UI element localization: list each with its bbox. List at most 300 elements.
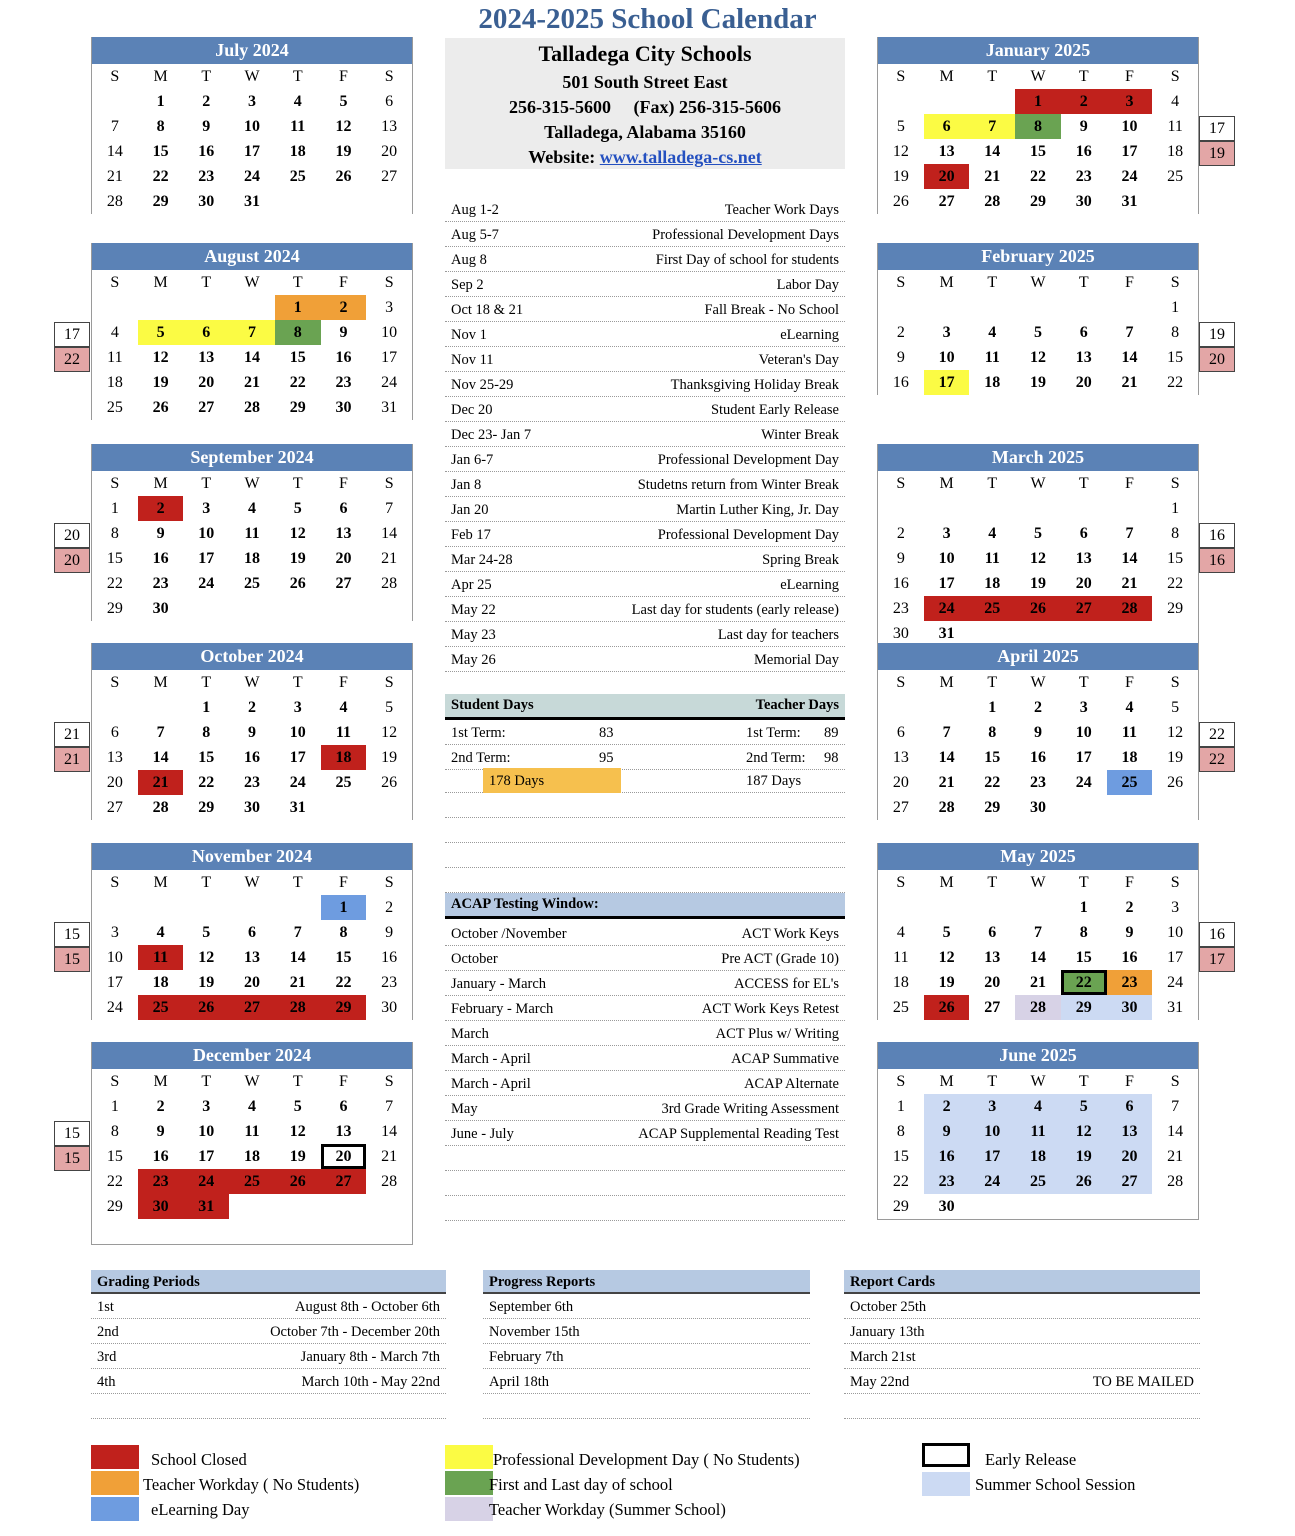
weekday-label: T — [987, 68, 998, 85]
weekday-label: F — [339, 274, 348, 291]
day-cell: 22 — [1061, 970, 1107, 995]
weekday-label: T — [201, 274, 212, 291]
acap-row — [445, 1021, 845, 1046]
page-title: 2024-2025 School Calendar — [478, 3, 817, 35]
day-cell: 30 — [138, 1194, 184, 1219]
day-cell: 3 — [202, 1098, 211, 1115]
day-cell: 12 — [335, 118, 352, 135]
day-cell: 20 — [198, 374, 215, 391]
legend-swatch-closed — [91, 1445, 139, 1469]
month-grid — [92, 1069, 412, 1244]
day-cell: 9 — [896, 349, 905, 366]
day-cell: 12 — [289, 525, 306, 542]
event-date: Nov 25-29 — [451, 377, 514, 393]
weekday-label: S — [1170, 1073, 1180, 1090]
day-cell: 5 — [138, 320, 184, 345]
empty-cell — [1015, 895, 1061, 920]
day-cell: 25 — [1107, 770, 1153, 795]
month-title: October 2024 — [92, 643, 412, 670]
weekday-label: S — [896, 674, 906, 691]
day-cell: 21 — [1121, 374, 1138, 391]
event-description: Fall Break - No School — [704, 302, 839, 318]
event-row — [445, 197, 845, 222]
empty-cell — [183, 1219, 229, 1244]
day-cell: 22 — [984, 774, 1001, 791]
weekday-label: S — [1170, 874, 1180, 891]
day-cell: 5 — [293, 500, 302, 517]
day-cell: 19 — [1167, 749, 1184, 766]
weekday-label: T — [201, 674, 212, 691]
day-cell: 14 — [289, 949, 306, 966]
day-cell: 4 — [248, 500, 257, 517]
week-row — [92, 795, 412, 820]
weekday-label: T — [201, 874, 212, 891]
weekday-label: S — [110, 1073, 120, 1090]
weekday-header-row — [878, 870, 1198, 895]
day-cell: 26 — [924, 995, 970, 1020]
event-description: Veteran's Day — [758, 352, 839, 368]
event-date: Dec 20 — [451, 402, 493, 418]
day-cell: 17 — [938, 575, 955, 592]
day-cell: 24 — [289, 774, 306, 791]
empty-cell — [92, 89, 138, 114]
day-cell: 23 — [1030, 774, 1047, 791]
day-cell: 18 — [1015, 1144, 1061, 1169]
day-cell: 17 — [198, 1148, 215, 1165]
row-label: April 18th — [489, 1374, 550, 1390]
legend-early-release: Early Release — [985, 1450, 1077, 1469]
day-cell: 2 — [896, 324, 905, 341]
empty-cell — [1015, 496, 1061, 521]
days-count-box: 21 — [54, 722, 90, 747]
day-cell: 11 — [290, 118, 306, 135]
blank-row — [483, 1394, 810, 1419]
empty-cell — [969, 1194, 1015, 1219]
day-cell: 1 — [1171, 500, 1180, 517]
day-cell: 17 — [198, 550, 215, 567]
day-cell: 4 — [988, 525, 997, 542]
event-description: Memorial Day — [754, 652, 839, 668]
day-cell: 10 — [198, 525, 215, 542]
day-cell: 6 — [896, 724, 905, 741]
month-title: February 2025 — [878, 243, 1198, 270]
day-cell: 8 — [896, 1123, 905, 1140]
day-cell: 7 — [229, 320, 275, 345]
day-cell: 24 — [969, 1169, 1015, 1194]
weekday-label: W — [1030, 68, 1046, 85]
empty-cell — [969, 895, 1015, 920]
day-cell: 13 — [381, 118, 398, 135]
table-row — [844, 1319, 1200, 1344]
empty-cell — [969, 295, 1015, 320]
acap-title: ACAP Testing Window: — [451, 896, 599, 912]
day-cell: 15 — [152, 143, 169, 160]
day-cell: 27 — [229, 995, 275, 1020]
weekday-label: T — [987, 874, 998, 891]
days-count-box: 22 — [1199, 722, 1235, 747]
website-link[interactable]: www.talladega-cs.net — [599, 147, 762, 167]
empty-cell — [92, 1219, 138, 1244]
empty-cell — [366, 1194, 412, 1219]
month-calendar — [877, 243, 1199, 395]
event-date: Nov 1 — [451, 327, 487, 343]
day-cell: 26 — [1015, 596, 1061, 621]
day-cell: 22 — [289, 374, 306, 391]
legend-elearning: eLearning Day — [151, 1500, 250, 1519]
day-cell: 26 — [892, 193, 909, 210]
weekday-label: W — [244, 674, 260, 691]
day-cell: 14 — [938, 749, 955, 766]
blank-row — [445, 793, 845, 818]
event-date: Jan 20 — [451, 502, 489, 518]
week-row — [92, 345, 412, 370]
week-row — [92, 1219, 412, 1244]
day-cell: 4 — [110, 324, 119, 341]
day-cell: 5 — [942, 924, 951, 941]
day-cell: 10 — [244, 118, 261, 135]
month-title: September 2024 — [92, 444, 412, 471]
event-date: May 22 — [451, 602, 496, 618]
day-cell: 13 — [938, 143, 955, 160]
weekday-label: T — [987, 1073, 998, 1090]
month-grid — [878, 870, 1198, 1020]
event-row — [445, 397, 845, 422]
empty-cell — [366, 189, 412, 214]
day-cell: 5 — [339, 93, 348, 110]
day-cell: 2 — [321, 295, 367, 320]
day-cell: 11 — [244, 525, 260, 542]
week-row — [92, 596, 412, 621]
empty-cell — [229, 295, 275, 320]
acap-row — [445, 971, 845, 996]
month-title: June 2025 — [878, 1042, 1198, 1069]
day-cell: 26 — [275, 1169, 321, 1194]
event-description: Professional Development Day — [657, 452, 839, 468]
weekday-header-row — [878, 670, 1198, 695]
week-row — [878, 370, 1198, 395]
month-calendar — [91, 444, 413, 621]
day-cell: 31 — [244, 193, 261, 210]
day-cell: 19 — [938, 974, 955, 991]
day-cell: 26 — [335, 168, 352, 185]
day-cell: 6 — [183, 320, 229, 345]
acap-window: March — [451, 1026, 489, 1042]
empty-cell — [969, 496, 1015, 521]
day-cell: 12 — [1061, 1119, 1107, 1144]
day-cell: 27 — [1061, 596, 1107, 621]
week-row — [878, 795, 1198, 820]
empty-cell — [1061, 295, 1107, 320]
blank-row — [445, 818, 845, 843]
weekday-label: S — [896, 874, 906, 891]
day-cell: 9 — [1034, 724, 1043, 741]
day-cell: 10 — [938, 550, 955, 567]
event-date: Mar 24-28 — [451, 552, 513, 568]
day-cell: 21 — [138, 770, 184, 795]
day-cell: 18 — [892, 974, 909, 991]
event-date: May 23 — [451, 627, 496, 643]
days-count-box: 16 — [1199, 922, 1235, 947]
day-cell: 23 — [924, 1169, 970, 1194]
empty-cell — [321, 1194, 367, 1219]
month-calendar — [91, 843, 413, 1020]
week-row — [878, 1119, 1198, 1144]
table-row — [91, 1344, 446, 1369]
event-description: eLearning — [780, 327, 839, 343]
acap-window: October — [451, 951, 498, 967]
event-description: First Day of school for students — [655, 252, 839, 268]
day-cell: 16 — [244, 749, 261, 766]
day-cell: 19 — [1061, 1144, 1107, 1169]
week-row — [92, 521, 412, 546]
event-date: Aug 1-2 — [451, 202, 499, 218]
weekday-label: F — [1125, 475, 1134, 492]
day-cell: 6 — [1079, 525, 1088, 542]
month-title: April 2025 — [878, 643, 1198, 670]
day-cell: 11 — [984, 349, 1000, 366]
days-count-box-highlight: 20 — [1199, 347, 1235, 372]
days-count-box-highlight: 22 — [54, 347, 90, 372]
day-cell: 21 — [938, 774, 955, 791]
day-cell: 8 — [110, 525, 119, 542]
day-cell: 6 — [110, 724, 119, 741]
acap-row — [445, 1096, 845, 1121]
week-row — [878, 1194, 1198, 1219]
event-row — [445, 347, 845, 372]
day-cell: 10 — [289, 724, 306, 741]
weekday-label: M — [939, 674, 954, 691]
weekday-header-row — [92, 870, 412, 895]
day-cell: 30 — [198, 193, 215, 210]
weekday-header-row — [92, 270, 412, 295]
day-cell: 16 — [1030, 749, 1047, 766]
day-cell: 21 — [984, 168, 1001, 185]
weekday-label: T — [292, 674, 303, 691]
district-phones — [445, 95, 845, 120]
day-cell: 23 — [1075, 168, 1092, 185]
row-value: January 8th - March 7th — [300, 1349, 440, 1365]
day-cell: 14 — [381, 1123, 398, 1140]
row-label: September 6th — [489, 1299, 574, 1315]
day-cell: 5 — [385, 699, 394, 716]
weekday-label: F — [1125, 68, 1134, 85]
day-cell: 25 — [138, 995, 184, 1020]
month-grid — [878, 270, 1198, 395]
day-cell: 31 — [183, 1194, 229, 1219]
month-title: December 2024 — [92, 1042, 412, 1069]
empty-cell — [969, 89, 1015, 114]
table-row — [483, 1344, 810, 1369]
day-cell: 25 — [335, 774, 352, 791]
district-info — [445, 38, 845, 169]
day-cell: 8 — [1079, 924, 1088, 941]
weekday-label: T — [987, 274, 998, 291]
row-label: March 21st — [850, 1349, 916, 1365]
acap-test: ACAP Alternate — [744, 1076, 839, 1092]
days-count-box: 16 — [1199, 523, 1235, 548]
weekday-label: S — [384, 874, 394, 891]
blank-row — [445, 1196, 845, 1221]
day-cell: 18 — [152, 974, 169, 991]
day-cell: 5 — [1171, 699, 1180, 716]
month-grid — [92, 670, 412, 820]
event-description: Martin Luther King, Jr. Day — [676, 502, 839, 518]
day-cell: 28 — [938, 799, 955, 816]
day-cell: 1 — [110, 1098, 119, 1115]
day-cell: 17 — [924, 370, 970, 395]
weekday-label: T — [1078, 68, 1089, 85]
day-cell: 30 — [152, 600, 169, 617]
days-count-box: 15 — [54, 922, 90, 947]
days-count-box: 17 — [54, 322, 90, 347]
day-cell: 3 — [202, 500, 211, 517]
day-cell: 2 — [248, 699, 257, 716]
weekday-header-row — [878, 471, 1198, 496]
empty-cell — [924, 496, 970, 521]
day-cell: 20 — [924, 164, 970, 189]
acap-window: May — [451, 1101, 478, 1117]
event-row — [445, 247, 845, 272]
day-cell: 27 — [321, 1169, 367, 1194]
district-phone: 256-315-5600 — [509, 97, 611, 117]
day-cell: 29 — [321, 995, 367, 1020]
empty-cell — [1107, 1194, 1153, 1219]
week-row — [92, 1094, 412, 1119]
day-cell: 3 — [293, 699, 302, 716]
event-description: Teacher Work Days — [724, 202, 839, 218]
month-grid — [92, 471, 412, 621]
day-cell: 29 — [289, 399, 306, 416]
days-count-box-highlight: 20 — [54, 548, 90, 573]
legend-swatch-summer-session — [922, 1472, 970, 1496]
empty-cell — [275, 1219, 321, 1244]
day-cell: 1 — [156, 93, 165, 110]
day-cell: 12 — [1030, 550, 1047, 567]
day-cell: 7 — [293, 924, 302, 941]
teacher-term2-value: 98 — [824, 750, 839, 766]
event-date: May 26 — [451, 652, 496, 668]
day-cell: 20 — [1075, 575, 1092, 592]
day-cell: 16 — [152, 550, 169, 567]
empty-cell — [1107, 496, 1153, 521]
day-cell: 3 — [969, 1094, 1015, 1119]
day-cell: 15 — [335, 949, 352, 966]
weekday-label: W — [1030, 274, 1046, 291]
day-cell: 5 — [896, 118, 905, 135]
day-cell: 1 — [896, 1098, 905, 1115]
day-cell: 28 — [1167, 1173, 1184, 1190]
week-row — [878, 770, 1198, 795]
week-row — [878, 295, 1198, 320]
row-label: 4th — [97, 1374, 116, 1390]
day-cell: 13 — [1107, 1119, 1153, 1144]
event-row — [445, 372, 845, 397]
day-cell: 16 — [381, 949, 398, 966]
week-row — [92, 395, 412, 420]
day-cell: 30 — [892, 625, 909, 642]
empty-cell — [138, 695, 184, 720]
weekday-label: W — [244, 274, 260, 291]
day-cell: 10 — [1075, 724, 1092, 741]
empty-cell — [275, 189, 321, 214]
weekday-label: M — [939, 874, 954, 891]
days-count-box-highlight: 15 — [54, 947, 90, 972]
day-cell: 16 — [1075, 143, 1092, 160]
report-cards-table — [844, 1270, 1200, 1419]
weekday-label: M — [939, 1073, 954, 1090]
weekday-label: T — [1078, 475, 1089, 492]
student-term2-label: 2nd Term: — [451, 750, 511, 766]
weekday-label: W — [1030, 475, 1046, 492]
days-count-box: 17 — [1199, 116, 1235, 141]
day-cell: 18 — [1167, 143, 1184, 160]
days-count-box-highlight: 22 — [1199, 747, 1235, 772]
acap-row — [445, 1046, 845, 1071]
day-cell: 19 — [381, 749, 398, 766]
event-row — [445, 322, 845, 347]
day-cell: 8 — [1015, 114, 1061, 139]
event-description: Last day for students (early release) — [631, 602, 839, 618]
day-cell: 15 — [106, 550, 123, 567]
day-cell: 1 — [1079, 899, 1088, 916]
day-cell: 29 — [106, 600, 123, 617]
weekday-label: M — [153, 674, 168, 691]
empty-cell — [229, 1194, 275, 1219]
empty-cell — [1015, 295, 1061, 320]
day-cell: 25 — [892, 999, 909, 1016]
day-cell: 10 — [381, 324, 398, 341]
weekday-label: W — [244, 475, 260, 492]
day-cell: 6 — [988, 924, 997, 941]
day-cell: 10 — [106, 949, 123, 966]
event-description: Last day for teachers — [717, 627, 839, 643]
day-cell: 13 — [335, 525, 352, 542]
table-row — [483, 1294, 810, 1319]
day-cell: 31 — [289, 799, 306, 816]
day-cell: 28 — [1015, 995, 1061, 1020]
day-cell: 30 — [381, 999, 398, 1016]
weekday-label: M — [153, 874, 168, 891]
empty-cell — [321, 189, 367, 214]
acap-row — [445, 1071, 845, 1096]
event-row — [445, 422, 845, 447]
weekday-label: T — [292, 68, 303, 85]
day-cell: 25 — [1167, 168, 1184, 185]
day-cell: 20 — [106, 774, 123, 791]
day-cell: 15 — [892, 1148, 909, 1165]
acap-row — [445, 921, 845, 946]
weekday-label: T — [201, 68, 212, 85]
week-row — [92, 895, 412, 920]
week-row — [92, 995, 412, 1020]
week-row — [92, 89, 412, 114]
day-cell: 30 — [244, 799, 261, 816]
day-cell: 15 — [1030, 143, 1047, 160]
empty-cell — [924, 89, 970, 114]
day-cell: 11 — [893, 949, 909, 966]
day-cell: 12 — [892, 143, 909, 160]
weekday-header-row — [92, 670, 412, 695]
day-cell: 30 — [1107, 995, 1153, 1020]
day-cell: 30 — [335, 399, 352, 416]
acap-test: 3rd Grade Writing Assessment — [661, 1101, 839, 1117]
empty-cell — [183, 295, 229, 320]
event-date: Oct 18 & 21 — [451, 302, 524, 318]
day-cell: 27 — [892, 799, 909, 816]
day-cell: 16 — [892, 575, 909, 592]
day-cell: 17 — [106, 974, 123, 991]
week-row — [92, 745, 412, 770]
